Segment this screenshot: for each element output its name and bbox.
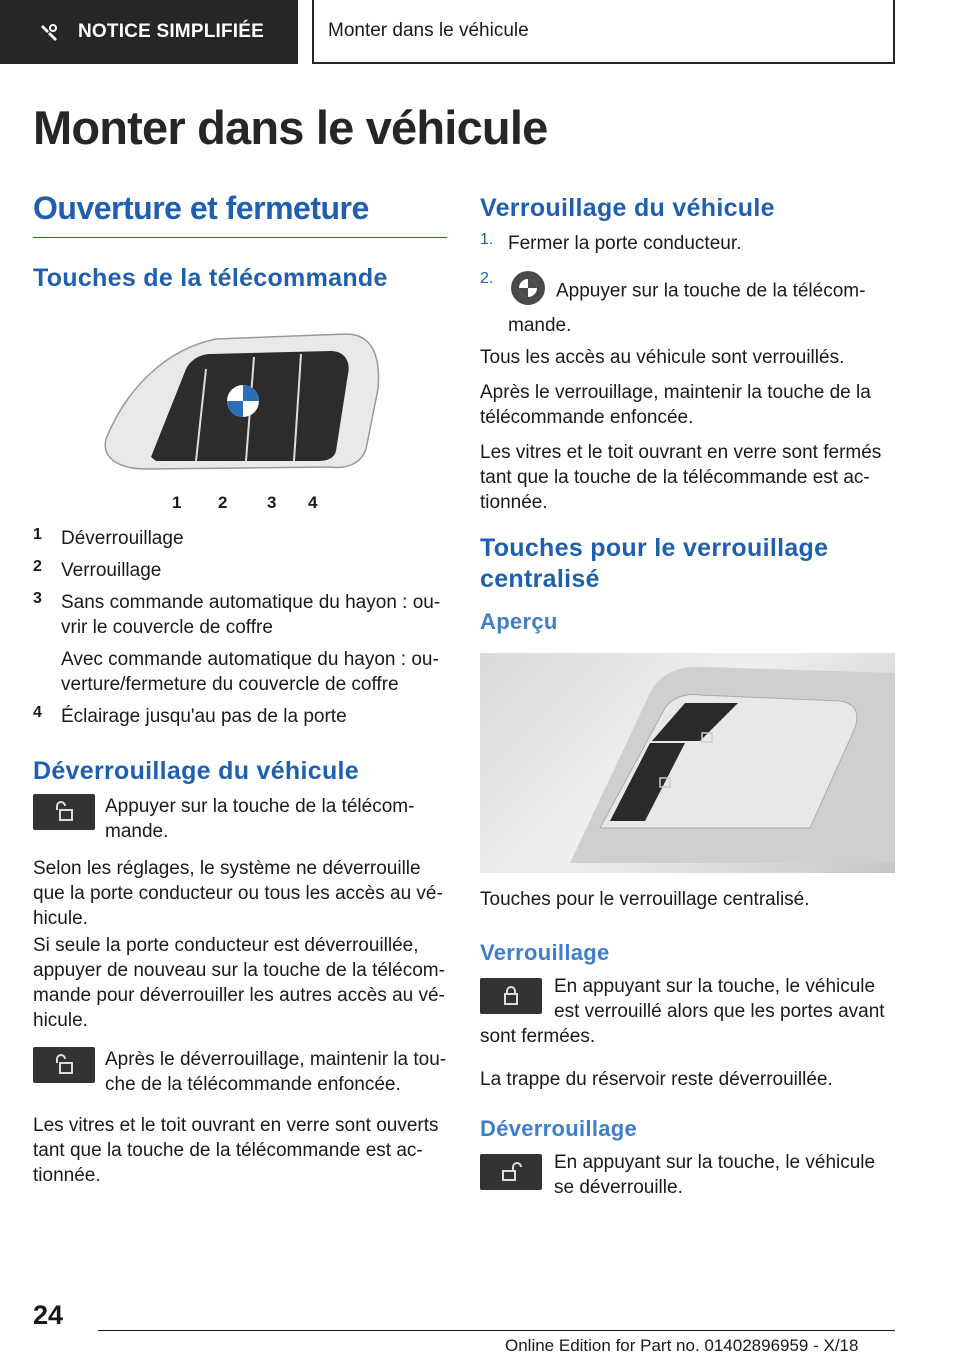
footer-divider: [98, 1330, 895, 1331]
lock-paragraph-2: Après le verrouillage, maintenir la touche de la télécommande enfoncée.: [480, 382, 871, 428]
central-lock-title: Touches pour le verrouillage centralisé: [480, 534, 829, 593]
lock-title: Verrouillage du véhicule: [480, 194, 775, 222]
unlock-instruction: [33, 794, 447, 844]
list-item: 2. Appuyer sur la touche de la télécom-mande.: [480, 270, 866, 336]
list-item: 2 Verrouillage: [33, 558, 162, 581]
locking-instruction: [480, 974, 895, 1049]
left-column: [33, 190, 447, 1188]
unlock-instruction-text: Appuyer sur la touche de la télécom-mande.: [105, 796, 415, 842]
lock-paragraph-1: Tous les accès au véhicule sont verrouillés.: [480, 347, 845, 368]
overview-title: Aperçu: [480, 609, 558, 634]
remote-key-illustration: [96, 329, 386, 514]
remote-callout-3: 3: [267, 493, 277, 512]
unlocking-text: En appuyant sur la touche, le véhicule se déverrouille.: [554, 1152, 876, 1198]
list-item: 1 Déverrouillage: [33, 526, 184, 549]
unlocking-title: Déverrouillage: [480, 1116, 638, 1141]
unlock-title: Déverrouillage du véhicule: [33, 757, 359, 785]
section-title-ouverture: Ouverture et fermeture: [33, 190, 447, 238]
unlock-hold-text: Après le déverrouillage, maintenir la tou-che de la télécommande enfoncée.: [105, 1049, 447, 1095]
unlocking-instruction: [480, 1150, 895, 1200]
header-bar: [0, 0, 960, 66]
lock-paragraph-3: Les vitres et le toit ouvrant en verre sont fermés tant que la touche de la télécommande est ac-tionnée.: [480, 442, 882, 513]
bmw-logo-icon: [508, 270, 548, 313]
page-title: Monter dans le véhicule: [33, 101, 548, 154]
breadcrumb: [312, 0, 895, 64]
tab-label: NOTICE SIMPLIFIÉE: [78, 21, 265, 42]
unlock-icon: [33, 794, 95, 830]
list-item: 1. Fermer la porte conducteur.: [480, 231, 742, 254]
locking-title: Verrouillage: [480, 940, 610, 965]
remote-items-list: [33, 526, 447, 729]
unlock-icon: [33, 1047, 95, 1083]
page-number: 24: [33, 1300, 64, 1330]
overview-caption: Touches pour le verrouillage centralisé.: [480, 889, 810, 910]
lock-icon: [480, 978, 542, 1014]
locking-paragraph: La trappe du réservoir reste déverrouillée.: [480, 1069, 833, 1090]
unlock-hold-instruction: [33, 1047, 447, 1097]
tab-notice-simplifiee[interactable]: [0, 0, 298, 64]
unlock-icon: [480, 1154, 542, 1190]
list-item: 3 Sans commande automatique du hayon : ou-vrir le couvercle de coffre: [33, 590, 441, 638]
wrench-icon: [40, 22, 60, 42]
breadcrumb-text: Monter dans le véhicule: [328, 20, 529, 41]
unlock-paragraph-2: Si seule la porte conducteur est déverrouillée, appuyer de nouveau sur la touche de la télécom-mande pour déverrouiller les autres accès au vé-hicule.: [33, 935, 445, 1031]
list-item: Avec commande automatique du hayon : ou-verture/fermeture du couvercle de coffre: [61, 649, 439, 695]
lock-steps: [480, 231, 895, 338]
locking-text: En appuyant sur la touche, le véhicule est verrouillé alors que les portes avant sont fermées.: [480, 976, 885, 1047]
unlock-paragraph-3: Les vitres et le toit ouvrant en verre sont ouverts tant que la touche de la télécommande est ac-tionnée.: [33, 1115, 439, 1186]
list-item: 4 Éclairage jusqu'au pas de la porte: [33, 704, 347, 727]
footer-edition: Online Edition for Part no. 01402896959 - X/18: [505, 1336, 859, 1355]
remote-callout-4: 4: [308, 493, 318, 512]
remote-callout-1: 1: [172, 493, 182, 512]
right-column: [480, 190, 895, 1200]
remote-callout-2: 2: [218, 493, 228, 512]
central-lock-photo: [480, 653, 895, 873]
remote-title: Touches de la télécommande: [33, 264, 388, 292]
unlock-paragraph-1: Selon les réglages, le système ne déverrouille que la porte conducteur ou tous les accès au vé-hicule.: [33, 858, 443, 929]
